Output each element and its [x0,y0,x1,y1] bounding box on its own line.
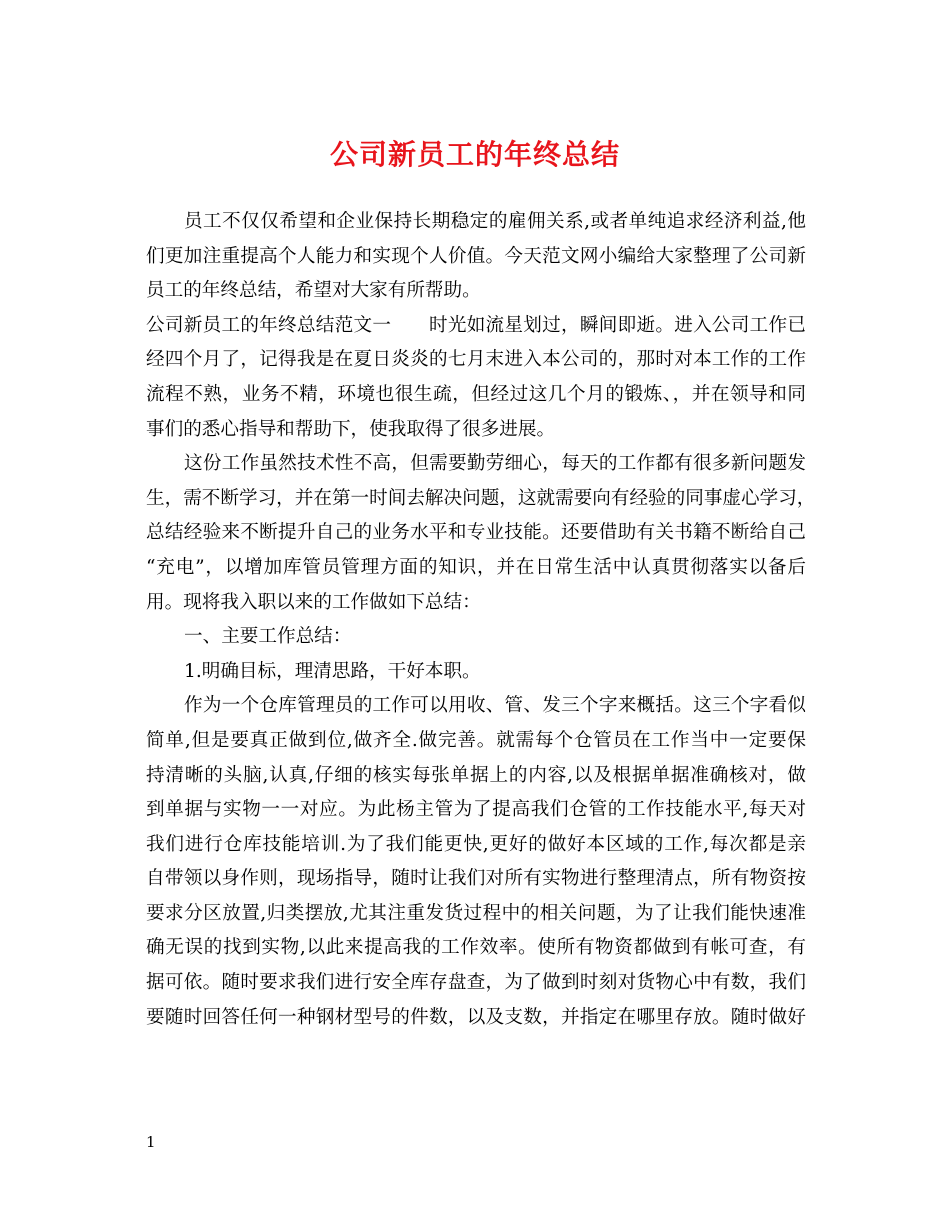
text-line: 生，需不断学习，并在第一时间去解决问题，这就需要向有经验的同事虚心学习， [146,487,816,509]
text-line: 流程不熟，业务不精，环境也很生疏，但经过这几个月的锻炼、，并在领导和同 [146,383,806,405]
text-line: 据可依。随时要求我们进行安全库存盘查，为了做到时刻对货物心中有数，我们 [146,972,806,994]
subsection-heading: 1.明确目标，理清思路，干好本职。 [184,660,481,682]
text-line: 总结经验来不断提升自己的业务水平和专业技能。还要借助有关书籍不断给自己 [146,522,806,544]
text-line: 作为一个仓库管理员的工作可以用收、管、发三个字来概括。这三个字看似 [184,695,806,717]
section-heading: 一、主要工作总结： [184,626,352,648]
text-line: 经四个月了，记得我是在夏日炎炎的七月末进入本公司的，那时对本工作的工作 [146,349,806,371]
text-line: 持清晰的头脑,认真,仔细的核实每张单据上的内容,以及根据单据准确核对，做 [146,764,806,786]
text-line: 简单,但是要真正做到位,做齐全.做完善。就需每个仓管员在工作当中一定要保 [146,729,806,751]
text-line: 用。现将我入职以来的工作做如下总结： [146,591,481,613]
text-line: 们更加注重提高个人能力和实现个人价值。今天范文网小编给大家整理了公司新 [146,245,806,267]
text-line: 到单据与实物一一对应。为此杨主管为了提高我们仓管的工作技能水平,每天对 [146,799,806,821]
document-title: 公司新员工的年终总结 [329,138,620,171]
text-line: 我们进行仓库技能培训.为了我们能更快,更好的做好本区域的工作,每次都是亲 [146,833,806,855]
text-line: 公司新员工的年终总结范文一 时光如流星划过，瞬间即逝。进入公司工作已 [146,314,806,336]
page-number: 1 [146,1133,156,1151]
text-line: 要求分区放置,归类摆放,尤其注重发货过程中的相关问题，为了让我们能快速准 [146,902,806,924]
text-line: 事们的悉心指导和帮助下，使我取得了很多进展。 [146,418,556,440]
text-line: 确无误的找到实物,以此来提高我的工作效率。使所有物资都做到有帐可查，有 [146,937,806,959]
text-line: 这份工作虽然技术性不高，但需要勤劳细心，每天的工作都有很多新问题发 [184,453,806,475]
document-body [146,205,816,1035]
text-line: “充电”，以增加库管员管理方面的知识，并在日常生活中认真贯彻落实以备后 [146,556,806,578]
text-line: 员工不仅仅希望和企业保持长期稳定的雇佣关系,或者单纯追求经济利益,他 [184,211,806,232]
text-line: 自带领以身作则，现场指导，随时让我们对所有实物进行整理清点，所有物资按 [146,868,806,890]
text-line: 员工的年终总结，希望对大家有所帮助。 [146,280,481,302]
text-line: 要随时回答任何一种钢材型号的件数，以及支数，并指定在哪里存放。随时做好 [146,1006,806,1028]
